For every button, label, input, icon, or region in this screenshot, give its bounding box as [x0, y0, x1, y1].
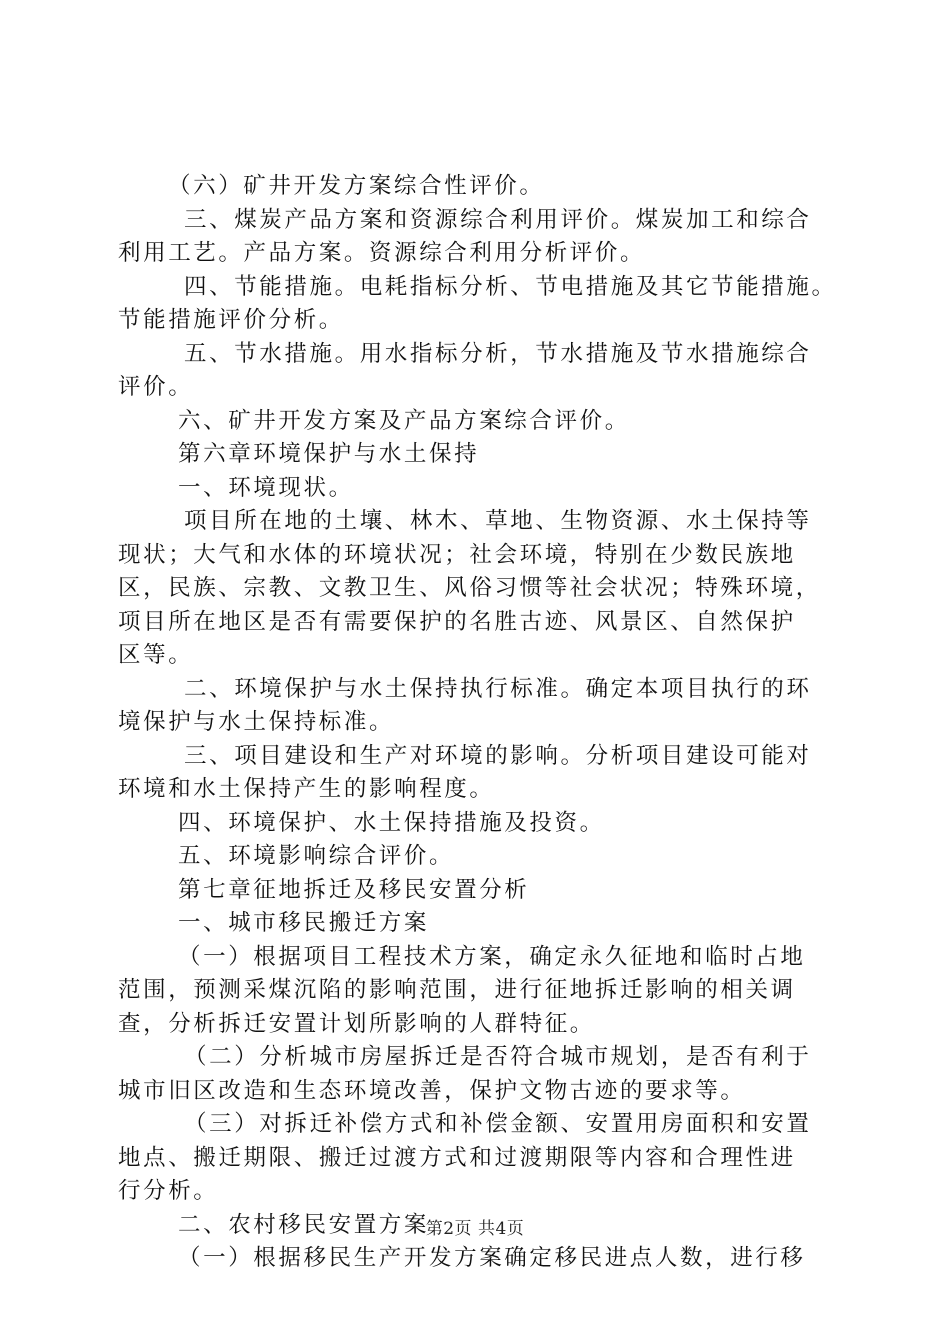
- text-line: （三）对拆迁补偿方式和补偿金额、安置用房面积和安置: [184, 1111, 812, 1137]
- text-line: 三、煤炭产品方案和资源综合利用评价。煤炭加工和综合: [184, 206, 812, 233]
- text-line: 二、农村移民安置方案: [178, 1211, 430, 1238]
- text-line: 一、环境现状。: [178, 474, 354, 501]
- text-line: 项目所在地的土壤、林木、草地、生物资源、水土保持等: [184, 508, 812, 534]
- text-line: 二、环境保护与水土保持执行标准。确定本项目执行的环: [184, 675, 812, 702]
- text-line: 一、城市移民搬迁方案: [178, 910, 430, 936]
- text-line: 查，分析拆迁安置计划所影响的人群特征。: [118, 1010, 595, 1037]
- text-line: 区等。: [118, 642, 194, 668]
- text-line: 五、节水措施。用水指标分析，节水措施及节水措施综合: [184, 340, 812, 367]
- text-line: 第六章环境保护与水土保持: [178, 441, 480, 467]
- text-line: 城市旧区改造和生态环境改善，保护文物古迹的要求等。: [118, 1077, 746, 1104]
- text-line: （一）根据移民生产开发方案确定移民进点人数，进行移: [178, 1245, 806, 1271]
- text-line: 行分析。: [118, 1178, 219, 1204]
- text-line: 六、矿井开发方案及产品方案综合评价。: [178, 407, 630, 434]
- text-line: 境保护与水土保持标准。: [118, 709, 395, 735]
- text-line: 评价。: [118, 374, 194, 400]
- text-line: 地点、搬迁期限、搬迁过渡方式和过渡期限等内容和合理性进: [118, 1144, 796, 1171]
- text-line: 第七章征地拆迁及移民安置分析: [178, 876, 530, 903]
- text-line: （二）分析城市房屋拆迁是否符合城市规划，是否有利于: [184, 1044, 812, 1070]
- text-line: 利用工艺。产品方案。资源综合利用分析评价。: [118, 240, 646, 266]
- text-line: 现状；大气和水体的环境状况；社会环境，特别在少数民族地: [118, 541, 796, 568]
- text-line: 环境和水土保持产生的影响程度。: [118, 776, 495, 802]
- text-line: 范围，预测采煤沉陷的影响范围，进行征地拆迁影响的相关调: [118, 977, 796, 1003]
- text-line: （一）根据项目工程技术方案，确定永久征地和临时占地: [178, 943, 806, 970]
- text-line: 四、节能措施。电耗指标分析、节电措施及其它节能措施。: [184, 273, 837, 300]
- text-line: 五、环境影响综合评价。: [178, 843, 455, 869]
- text-line: （六）矿井开发方案综合性评价。: [168, 173, 545, 199]
- text-line: 三、项目建设和生产对环境的影响。分析项目建设可能对: [184, 742, 812, 769]
- text-line: 节能措施评价分析。: [118, 307, 344, 333]
- text-line: 四、环境保护、水土保持措施及投资。: [178, 809, 605, 836]
- page-footer: 第2页 共4页: [425, 1219, 525, 1239]
- text-line: 区，民族、宗教、文教卫生、风俗习惯等社会状况；特殊环境，: [118, 575, 821, 601]
- document-body: [118, 170, 838, 1276]
- text-line: 项目所在地区是否有需要保护的名胜古迹、风景区、自然保护: [118, 608, 796, 635]
